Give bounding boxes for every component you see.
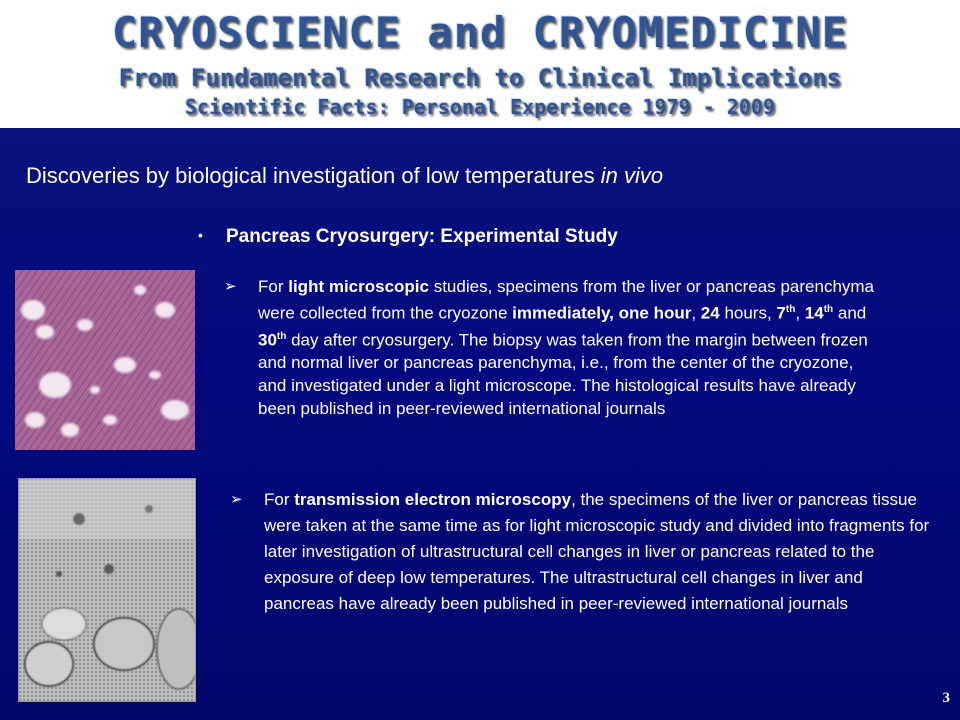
section-heading-text: Discoveries by biological investigation of low temperatures [26, 163, 601, 188]
study-bullet [198, 226, 618, 248]
bold-run: 14 [804, 303, 824, 323]
bold-run: 7 [776, 303, 786, 323]
section-heading [26, 163, 663, 189]
header-tagline: Scientific Facts: Personal Experience 1979 - 2009 [184, 95, 775, 119]
bold-run: light microscopic [288, 277, 429, 296]
arrow-bullet-icon: ➢ [230, 491, 243, 508]
ordinal-suffix: th [823, 304, 834, 315]
tem-image-graphic [19, 479, 195, 701]
header-title: CRYOSCIENCE and CRYOMEDICINE [111, 8, 848, 57]
text-run: , the specimens of the liver or pancreas tissue were taken at the same time as for light microscopic study and divided into fragments for later investigation of ultrastructural cell changes in liver or pancreas related to the exposure of deep low temperatures. The ultrastructural cell changes in liver and pancreas have already been published in peer-reviewed international journals [264, 490, 930, 613]
light-microscopy-paragraph [224, 275, 884, 420]
ordinal-suffix: th [785, 304, 796, 315]
text-run: , [691, 303, 701, 323]
study-title: Pancreas Cryosurgery: Experimental Study [226, 226, 618, 247]
page-number: 3 [942, 690, 950, 706]
bullet-dot: • [198, 227, 203, 243]
text-run: For [264, 490, 295, 509]
ordinal-suffix: th [276, 330, 287, 342]
text-run: hours, [719, 303, 777, 323]
text-run: day after cryosurgery. The biopsy was taken from the margin between frozen and normal liver or pancreas parenchyma, i.e., from the center of the cryozone, and investigated under a light microscope. The histological results have already been published in peer-reviewed international journals [258, 330, 868, 419]
electron-microscopy-image [18, 478, 196, 702]
light-microscopy-text [258, 275, 884, 420]
bold-run: immediately, one hour [512, 303, 692, 323]
electron-microscopy-text [264, 487, 935, 617]
text-run: For [258, 277, 289, 296]
slide-header [0, 0, 960, 128]
text-run: , [795, 303, 805, 323]
header-subtitle: From Fundamental Research to Clinical Implications [118, 64, 842, 92]
bold-run: transmission electron microscopy [294, 490, 572, 509]
text-run: and [833, 303, 867, 323]
section-heading-emphasis: in vivo [600, 163, 664, 188]
bold-run: 30 [258, 330, 277, 350]
light-microscopy-image [15, 270, 195, 450]
electron-microscopy-paragraph [230, 487, 935, 617]
bold-run: 24 [700, 303, 720, 323]
text-run: studies, specimens from the liver or pancreas parenchyma were collected from the cryozone [258, 277, 875, 323]
arrow-bullet-icon: ➢ [224, 278, 237, 295]
histology-image-graphic [15, 270, 195, 450]
